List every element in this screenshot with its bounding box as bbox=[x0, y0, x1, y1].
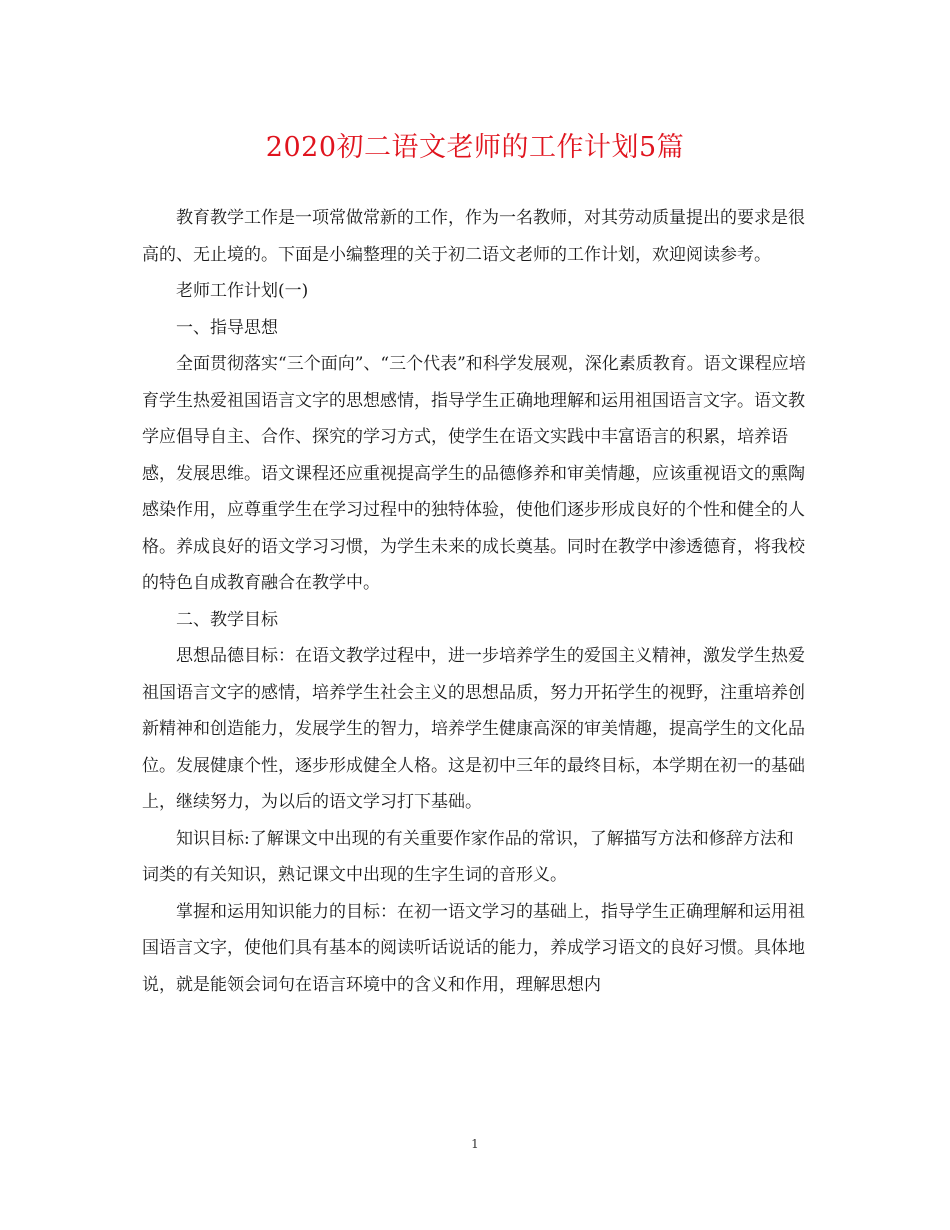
moral-goals-paragraph: 思想品德目标：在语文教学过程中，进一步培养学生的爱国主义精神，激发学生热爱祖国语言文字的感情，培养学生社会主义的思想品质，努力开拓学生的视野，注重培养创新精神和创造能力，发展学生的智力，培养学生健康高深的审美情趣，提高学生的文化品位。发展健康个性，逐步形成健全人格。这是初中三年的最终目标，本学期在初一的基础上，继续努力，为以后的语文学习打下基础。 bbox=[142, 646, 805, 812]
section-heading-plan-1: 老师工作计划(一) bbox=[176, 281, 309, 301]
ability-goals-paragraph: 掌握和运用知识能力的目标：在初一语文学习的基础上，指导学生正确理解和运用祖国语言文字，使他们具有基本的阅读听话说话的能力，养成学习语文的良好习惯。具体地说，就是能领会词句在语言环境中的含义和作用，理解思想内 bbox=[142, 901, 805, 995]
intro-paragraph: 教育教学工作是一项常做常新的工作，作为一名教师，对其劳动质量提出的要求是很高的、无止境的。下面是小编整理的关于初二语文老师的工作计划，欢迎阅读参考。 bbox=[142, 208, 805, 265]
knowledge-goals-paragraph: 知识目标:了解课文中出现的有关重要作家作品的常识，了解描写方法和修辞方法和词类的有关知识，熟记课文中出现的生字生词的音形义。 bbox=[142, 828, 794, 885]
section-heading-guiding-ideology: 一、指导思想 bbox=[176, 317, 278, 338]
section-heading-teaching-goals: 二、教学目标 bbox=[176, 609, 278, 630]
page-number: 1 bbox=[471, 1137, 479, 1151]
document-title: 2020初二语文老师的工作计划5篇 bbox=[265, 132, 685, 163]
guiding-ideology-paragraph: 全面贯彻落实“三个面向”、“三个代表”和科学发展观，深化素质教育。语文课程应培育学生热爱祖国语言文字的思想感情，指导学生正确地理解和运用祖国语言文字。语文教学应倡导自主、合作、探究的学习方式，使学生在语文实践中丰富语言的积累，培养语感，发展思维。语文课程还应重视提高学生的品德修养和审美情趣，应该重视语文的熏陶感染作用，应尊重学生在学习过程中的独特体验，使他们逐步形成良好的个性和健全的人格。养成良好的语文学习习惯，为学生未来的成长奠基。同时在教学中渗透德育，将我校的特色自成教育融合在教学中。 bbox=[142, 354, 806, 593]
document-body bbox=[142, 200, 808, 1003]
